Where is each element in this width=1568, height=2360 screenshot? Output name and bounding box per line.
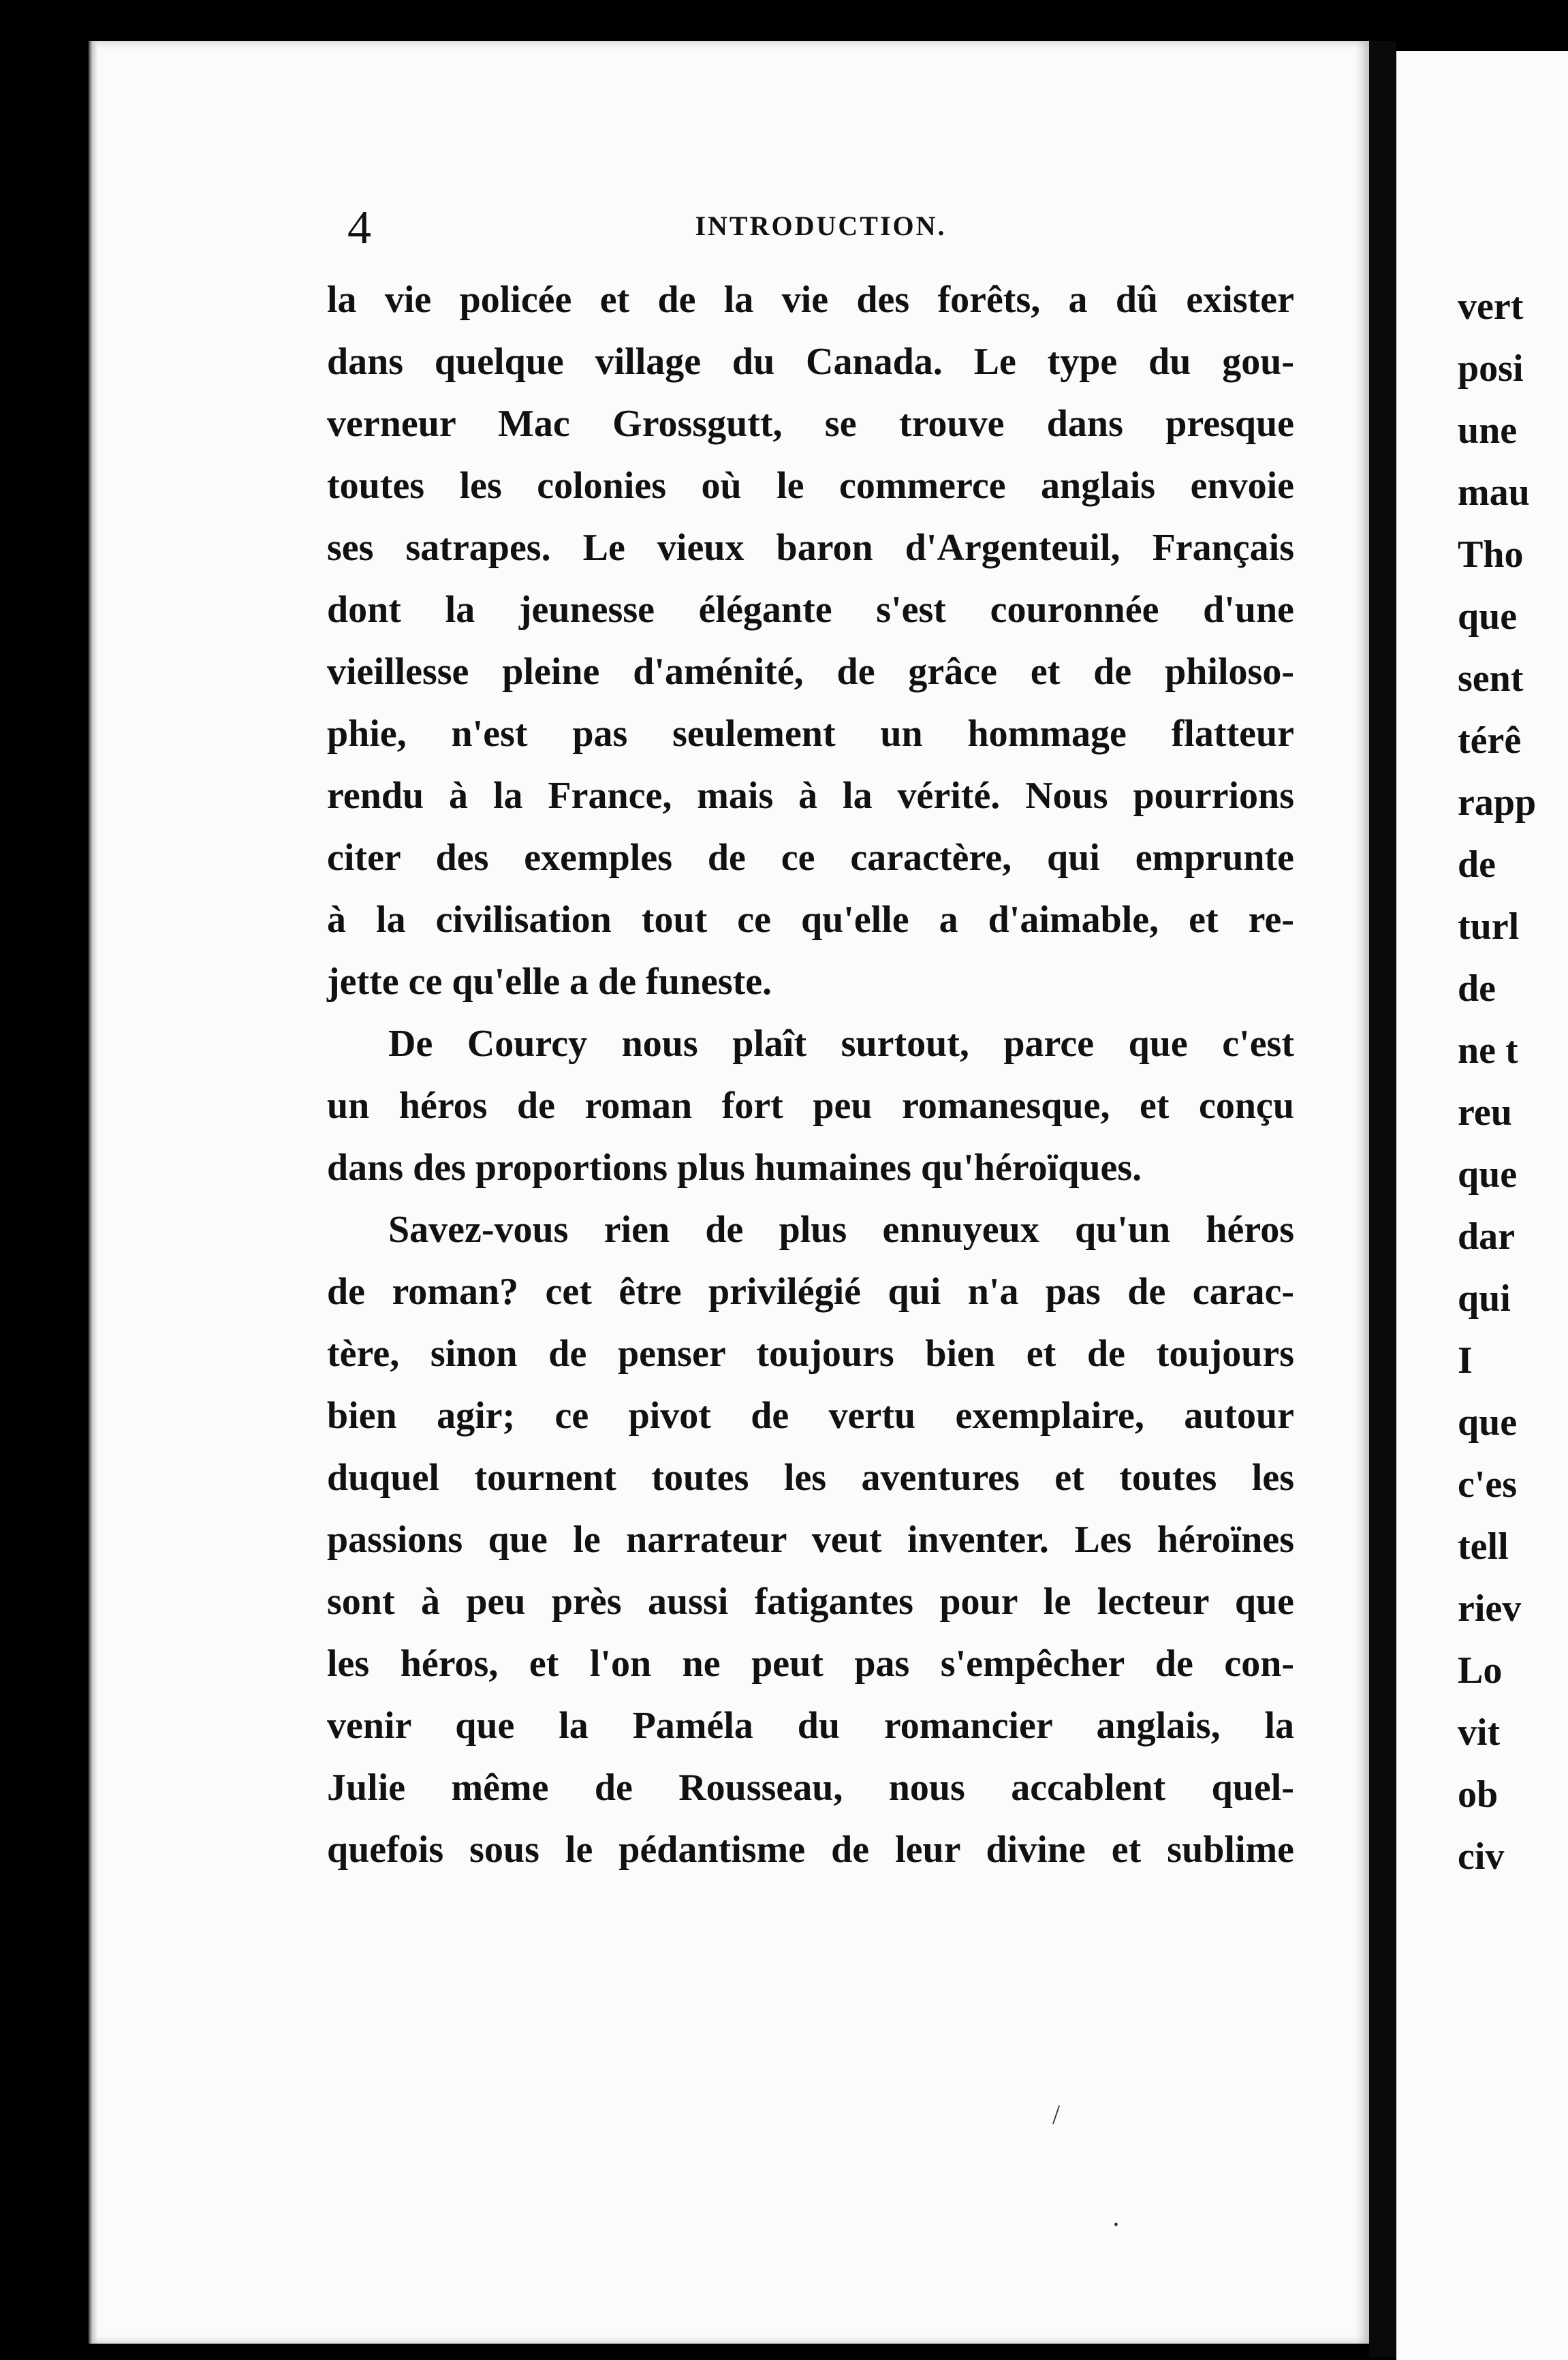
right-text-line: Lo bbox=[1458, 1649, 1503, 1692]
text-line: tère, sinon de penser toujours bien et de toujours bbox=[327, 1333, 1294, 1375]
text-line: venir que la Paméla du romancier anglais, la bbox=[327, 1705, 1294, 1747]
text-line: la vie policée et de la vie des forêts, a dû exister bbox=[327, 279, 1294, 321]
text-line: rendu à la France, mais à la vérité. Nous pourrions bbox=[327, 775, 1294, 817]
right-text-line: rapp bbox=[1458, 781, 1537, 824]
text-line: Julie même de Rousseau, nous accablent quel- bbox=[327, 1767, 1294, 1809]
text-line: sont à peu près aussi fatigantes pour le lecteur que bbox=[327, 1581, 1294, 1623]
text-line: les héros, et l'on ne peut pas s'empêcher de con- bbox=[327, 1643, 1294, 1685]
book-gutter bbox=[1369, 41, 1396, 2357]
right-text-line: civ bbox=[1458, 1835, 1505, 1878]
text-line: De Courcy nous plaît surtout, parce que c'est bbox=[388, 1023, 1294, 1065]
text-line: vieillesse pleine d'aménité, de grâce et de philoso- bbox=[327, 651, 1294, 693]
text-line: à la civilisation tout ce qu'elle a d'aimable, et re- bbox=[327, 899, 1294, 941]
right-text-line: de bbox=[1458, 843, 1496, 886]
right-text-line: une bbox=[1458, 409, 1518, 452]
text-line: passions que le narrateur veut inventer. Les héroïnes bbox=[327, 1519, 1294, 1561]
text-line: verneur Mac Grossgutt, se trouve dans presque bbox=[327, 403, 1294, 445]
right-text-line: dar bbox=[1458, 1215, 1515, 1258]
text-line: dans quelque village du Canada. Le type du gou- bbox=[327, 341, 1294, 383]
right-text-line: térê bbox=[1458, 719, 1522, 762]
right-text-line: riev bbox=[1458, 1587, 1522, 1630]
right-text-line: I bbox=[1458, 1339, 1473, 1382]
chapter-title: INTRODUCTION. bbox=[695, 211, 947, 241]
text-line: dans des proportions plus humaines qu'héroïques. bbox=[327, 1147, 1142, 1189]
right-text-line: que bbox=[1458, 1153, 1518, 1196]
right-text-line: que bbox=[1458, 1401, 1518, 1444]
right-text-line: vit bbox=[1458, 1711, 1501, 1754]
right-text-line: que bbox=[1458, 595, 1518, 638]
text-line: quefois sous le pédantisme de leur divine et sublime bbox=[327, 1829, 1294, 1871]
text-line: bien agir; ce pivot de vertu exemplaire, autour bbox=[327, 1395, 1294, 1437]
text-line: de roman? cet être privilégié qui n'a pas de carac- bbox=[327, 1271, 1294, 1313]
page-edge-shadow bbox=[89, 41, 98, 2344]
right-text-line: ob bbox=[1458, 1773, 1499, 1816]
right-text-line: turl bbox=[1458, 905, 1520, 948]
right-text-line: mau bbox=[1458, 471, 1530, 514]
body-text bbox=[327, 269, 1294, 1881]
right-text-line: c'es bbox=[1458, 1463, 1518, 1506]
text-line: toutes les colonies où le commerce anglais envoie bbox=[327, 465, 1294, 507]
text-line: dont la jeunesse élégante s'est couronnée d'une bbox=[327, 589, 1294, 631]
stray-dot: • bbox=[1114, 2218, 1119, 2233]
right-text-line: posi bbox=[1458, 347, 1524, 390]
text-line: Savez-vous rien de plus ennuyeux qu'un héros bbox=[388, 1209, 1294, 1251]
page-number: 4 bbox=[347, 202, 371, 254]
right-text-line: de bbox=[1458, 967, 1496, 1010]
text-line: ses satrapes. Le vieux baron d'Argenteuil, Français bbox=[327, 527, 1294, 569]
right-text-line: tell bbox=[1458, 1525, 1509, 1568]
text-line: citer des exemples de ce caractère, qui emprunte bbox=[327, 837, 1294, 879]
text-line: phie, n'est pas seulement un hommage flatteur bbox=[327, 713, 1294, 755]
right-text-line: reu bbox=[1458, 1091, 1512, 1134]
stray-mark: / bbox=[1052, 2099, 1061, 2130]
text-line: duquel tournent toutes les aventures et toutes les bbox=[327, 1457, 1294, 1499]
right-text-line: qui bbox=[1458, 1277, 1511, 1320]
right-text-line: ne t bbox=[1458, 1029, 1518, 1072]
right-text-line: sent bbox=[1458, 657, 1524, 700]
text-line: un héros de roman fort peu romanesque, et conçu bbox=[327, 1085, 1294, 1127]
right-text-line: Tho bbox=[1458, 533, 1524, 576]
right-text-line: vert bbox=[1458, 285, 1524, 328]
text-line: jette ce qu'elle a de funeste. bbox=[327, 961, 772, 1003]
running-head bbox=[347, 198, 1294, 259]
right-page-text bbox=[1458, 276, 1568, 1888]
